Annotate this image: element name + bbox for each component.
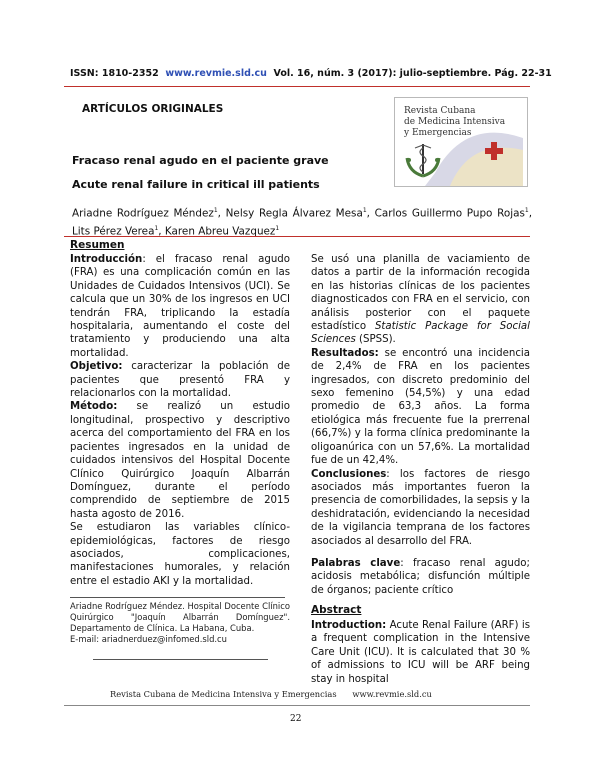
author: Nelsy Regla Álvarez Mesa xyxy=(225,207,363,220)
issue-info: Vol. 16, núm. 3 (2017): julio-septiembre. Pág. 22-31 xyxy=(273,68,552,79)
author-list: Ariadne Rodríguez Méndez$^1$, Nelsy Regla Álvarez Mesa$^1$, Carlos Guillermo Pupo Rojas$^1$, Lits Pérez Verea$^1$, Karen Abreu Vazquez$^1$ xyxy=(72,207,533,238)
abstract-es-right-column xyxy=(311,253,530,597)
author: Karen Abreu Vazquez xyxy=(164,225,276,238)
authors-divider xyxy=(64,236,530,237)
article-title-en: Acute renal failure in critical ill patients xyxy=(72,178,320,191)
resultados-paragraph: Resultados: se encontró una incidencia de 2,4% de FRA en los pacientes ingresados, con discreto predominio del sexo femenino (54,5%) y una edad promedio de 63,3 años. La forma etiológica más frecuente fue la prerrenal (66,7%) y la forma clínica predominante la oligoanúrica con un 57,6%. La mortalidad fue de un 42,4%. xyxy=(311,347,530,467)
author-email[interactable]: E-mail: ariadnerduez@infomed.sld.cu xyxy=(70,634,227,644)
page-footer: Revista Cubana de Medicina Intensiva y Emergencias www.revmie.sld.cu xyxy=(110,689,432,699)
footnote-divider-bottom xyxy=(93,659,268,660)
author: Lits Pérez Verea xyxy=(72,225,155,238)
section-label: ARTÍCULOS ORIGINALES xyxy=(82,103,224,115)
journal-url-link[interactable]: www.revmie.sld.cu xyxy=(165,68,267,79)
metodo-paragraph: Método: se realizó un estudio longitudinal, prospectivo y descriptivo acerca del comportamiento del FRA en los pacientes ingresados en la unidad de cuidados intensivos del Hospital Docente Clínico Quirúrgico Joaquín Albarrán Domínguez, durante el período comprendido de septiembre de 2015 hasta agosto de 2016. xyxy=(70,401,290,520)
intro-paragraph: Introducción: el fracaso renal agudo (FRA) es una complicación común en las Unidades de Cuidados Intensivos (UCI). Se calcula que un 30% de los ingresos en UCI tendrán FRA, triplicando la estadía hospitalaria, aumentando el coste del tratamiento y produciendo una alta mortalidad. xyxy=(70,254,290,359)
footnote-divider xyxy=(70,597,285,598)
method-continuation: Se usó una planilla de vaciamiento de datos a partir de la información recogida en las historias clínicas de los pacientes diagnosticados con FRA en el servicio, con análisis posterior con el paquete estadístico Statistic Package for Social Sciences (SPSS). xyxy=(311,254,530,346)
abstract-es-left-column xyxy=(70,253,290,588)
author: Ariadne Rodríguez Méndez xyxy=(72,207,214,220)
footer-url-link[interactable]: www.revmie.sld.cu xyxy=(352,689,432,699)
footer-divider xyxy=(64,705,530,706)
corresponding-author-note: Ariadne Rodríguez Méndez. Hospital Docente Clínico Quirúrgico "Joaquín Albarrán Domínguez". Departamento de Clínica. La Habana, Cuba. E-mail: ariadnerduez@infomed.sld.cu xyxy=(70,601,290,644)
header-divider xyxy=(64,86,530,87)
keywords-paragraph: Palabras clave: fracaso renal agudo; acidosis metabólica; disfunción múltiple de órganos; paciente crítico xyxy=(311,557,530,596)
page-number: 22 xyxy=(290,714,302,724)
conclusiones-paragraph: Conclusiones: los factores de riesgo asociados más importantes fueron la presencia de comorbilidades, la sepsis y la deshidratación, evidenciando la necesidad de la vigilancia temprana de los factores asociados al desarrollo del FRA. xyxy=(311,468,530,547)
journal-header xyxy=(70,68,552,79)
journal-logo xyxy=(394,97,528,187)
issn: ISSN: 1810-2352 xyxy=(70,68,159,79)
abstract-heading: Abstract xyxy=(311,604,362,616)
author: Carlos Guillermo Pupo Rojas xyxy=(374,207,525,220)
abstract-intro-paragraph: Introduction: Acute Renal Failure (ARF) is a frequent complication in the Intensive Care Unit (ICU). It is calculated that 30 % of admissions to ICU will be ARF being stay in hospital xyxy=(311,620,530,685)
article-title-es: Fracaso renal agudo en el paciente grave xyxy=(72,154,329,167)
logo-text: Revista Cubana de Medicina Intensiva y Emergencias xyxy=(404,106,506,138)
abstract-en-column xyxy=(311,619,530,686)
objetivo-paragraph: Objetivo: caracterizar la población de pacientes que presentó FRA y relacionarlos con la mortalidad. xyxy=(70,361,290,400)
resumen-heading: Resumen xyxy=(70,239,125,251)
metodo-paragraph-2: Se estudiaron las variables clínico-epidemiológicas, factores de riesgo asociados, complicaciones, manifestaciones humorales, y relación entre el estadio AKI y la mortalidad. xyxy=(70,522,290,587)
